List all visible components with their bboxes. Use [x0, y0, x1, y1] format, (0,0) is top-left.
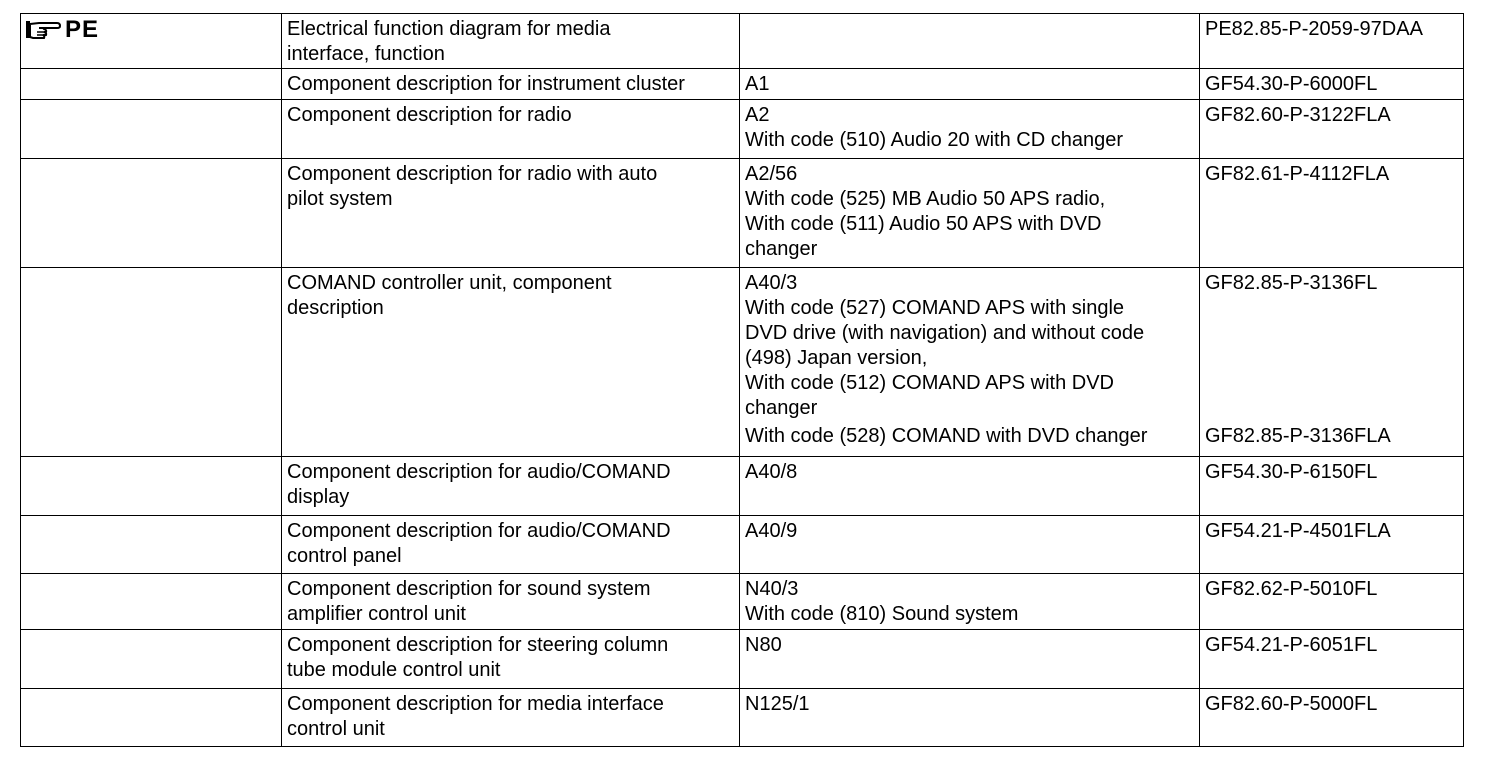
document-cell — [1200, 516, 1464, 574]
description-cell — [282, 14, 740, 69]
document-number: GF54.21-P-6051FL — [1205, 634, 1378, 656]
description-line: Component description for instrument cluster — [287, 73, 685, 95]
code-line: With code (510) Audio 20 with CD changer — [745, 129, 1123, 151]
code-cell — [740, 100, 1200, 159]
code-line: With code (527) COMAND APS with single — [745, 297, 1125, 319]
marker-cell — [21, 457, 282, 516]
code-cell — [740, 574, 1200, 630]
code-line: changer — [745, 397, 818, 419]
table-row — [21, 14, 1464, 69]
description-line: control panel — [287, 545, 402, 567]
document-cell — [1200, 689, 1464, 747]
code-line: changer — [745, 238, 818, 260]
description-line: amplifier control unit — [287, 603, 466, 625]
reference-table — [20, 13, 1464, 747]
marker-cell — [21, 14, 282, 69]
code-line: A2 — [745, 104, 770, 126]
code-cell — [740, 268, 1200, 457]
marker-cell — [21, 689, 282, 747]
description-cell — [282, 630, 740, 689]
table-row — [21, 457, 1464, 516]
code-line: With code (511) Audio 50 APS with DVD — [745, 213, 1102, 235]
document-cell — [1200, 268, 1464, 457]
pe-label: PE — [65, 16, 100, 43]
code-cell — [740, 630, 1200, 689]
description-cell — [282, 100, 740, 159]
table-row — [21, 69, 1464, 100]
marker-cell — [21, 159, 282, 268]
table-row — [21, 516, 1464, 574]
marker-cell — [21, 630, 282, 689]
document-cell — [1200, 14, 1464, 69]
code-line: (498) Japan version, — [745, 347, 928, 369]
document-cell — [1200, 100, 1464, 159]
description-line: COMAND controller unit, component — [287, 272, 612, 294]
document-number: GF82.85-P-3136FL — [1205, 272, 1378, 294]
description-line: control unit — [287, 718, 385, 740]
code-line-extra: With code (528) COMAND with DVD changer — [745, 425, 1148, 447]
code-line: A40/3 — [745, 272, 798, 294]
document-number: GF82.61-P-4112FLA — [1205, 163, 1390, 185]
document-number-extra: GF82.85-P-3136FLA — [1205, 425, 1391, 447]
table-row — [21, 630, 1464, 689]
pointing-hand-icon — [25, 19, 61, 41]
marker-cell — [21, 516, 282, 574]
document-number: GF82.60-P-5000FL — [1205, 693, 1378, 715]
description-line: Component description for audio/COMAND — [287, 520, 671, 542]
document-cell — [1200, 457, 1464, 516]
marker-cell — [21, 268, 282, 457]
document-cell — [1200, 630, 1464, 689]
description-line: Component description for media interface — [287, 693, 664, 715]
code-line: A2/56 — [745, 163, 798, 185]
code-line: A1 — [745, 73, 770, 95]
table-row — [21, 159, 1464, 268]
document-number: GF54.30-P-6150FL — [1205, 461, 1378, 483]
description-line: Component description for radio with auto — [287, 163, 658, 185]
document-number: GF82.62-P-5010FL — [1205, 578, 1378, 600]
table-row — [21, 268, 1464, 457]
marker-cell — [21, 100, 282, 159]
description-line: Component description for steering column — [287, 634, 669, 656]
description-line: tube module control unit — [287, 659, 501, 681]
table-row — [21, 689, 1464, 747]
description-line: Component description for sound system — [287, 578, 651, 600]
code-line: N40/3 — [745, 578, 799, 600]
document-cell — [1200, 574, 1464, 630]
table-row — [21, 574, 1464, 630]
document-number: GF82.60-P-3122FLA — [1205, 104, 1391, 126]
description-line: description — [287, 297, 384, 319]
code-cell — [740, 14, 1200, 69]
code-cell — [740, 516, 1200, 574]
code-line: DVD drive (with navigation) and without code — [745, 322, 1145, 344]
reference-table-body — [21, 14, 1464, 747]
code-line: With code (810) Sound system — [745, 603, 1019, 625]
code-cell — [740, 689, 1200, 747]
description-cell — [282, 69, 740, 100]
description-cell — [282, 516, 740, 574]
description-line: Component description for radio — [287, 104, 572, 126]
marker-cell — [21, 69, 282, 100]
code-line: A40/8 — [745, 461, 798, 483]
table-row — [21, 100, 1464, 159]
description-line: Component description for audio/COMAND — [287, 461, 671, 483]
code-line: With code (525) MB Audio 50 APS radio, — [745, 188, 1106, 210]
code-line: N80 — [745, 634, 782, 656]
code-line: With code (512) COMAND APS with DVD — [745, 372, 1114, 394]
pe-marker — [25, 18, 99, 42]
description-line: display — [287, 486, 350, 508]
code-cell — [740, 159, 1200, 268]
description-cell — [282, 159, 740, 268]
document-number: PE82.85-P-2059-97DAA — [1205, 18, 1423, 40]
description-cell — [282, 689, 740, 747]
document-number: GF54.30-P-6000FL — [1205, 73, 1378, 95]
document-cell — [1200, 159, 1464, 268]
description-cell — [282, 268, 740, 457]
document-cell — [1200, 69, 1464, 100]
code-cell — [740, 69, 1200, 100]
description-line: Electrical function diagram for media — [287, 18, 611, 40]
description-cell — [282, 574, 740, 630]
description-line: interface, function — [287, 43, 445, 65]
code-cell — [740, 457, 1200, 516]
description-line: pilot system — [287, 188, 393, 210]
description-cell — [282, 457, 740, 516]
document-number: GF54.21-P-4501FLA — [1205, 520, 1391, 542]
code-line: A40/9 — [745, 520, 798, 542]
code-line: N125/1 — [745, 693, 810, 715]
marker-cell — [21, 574, 282, 630]
